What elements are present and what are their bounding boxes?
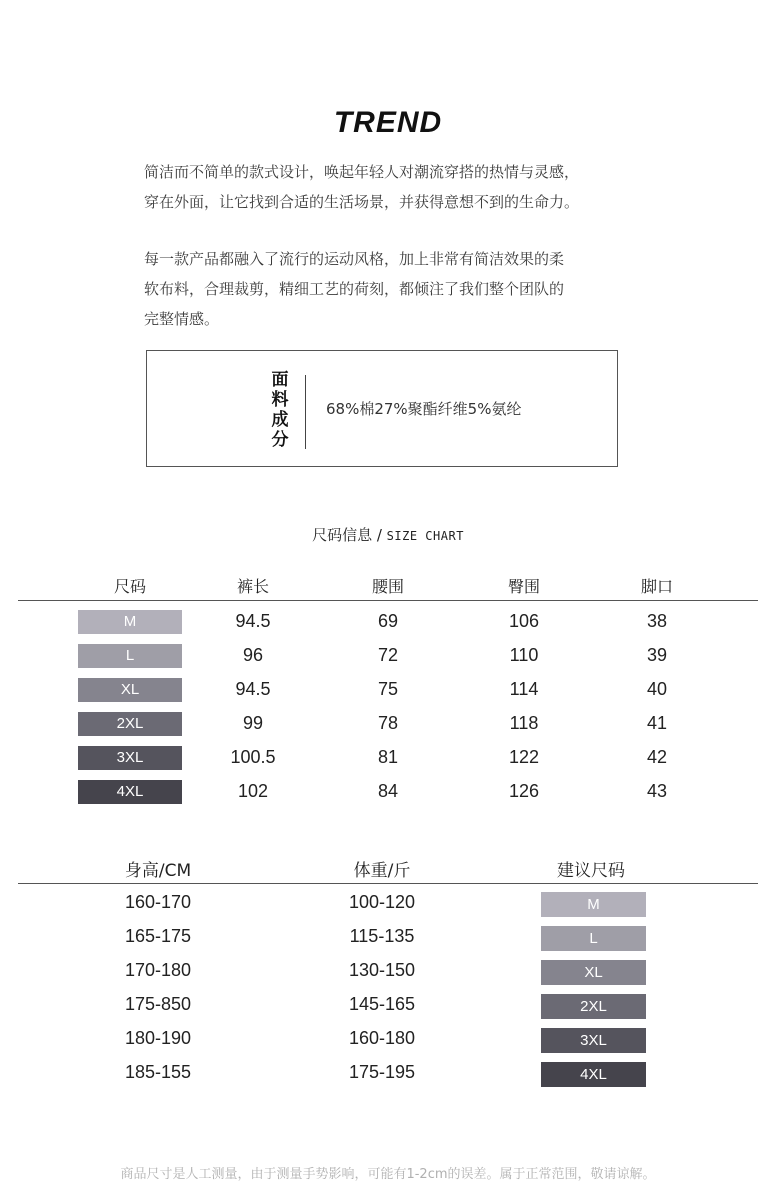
size-badge: L: [78, 644, 182, 668]
intro-paragraph-1: [144, 157, 644, 217]
size-hip-cell: 106: [508, 611, 540, 631]
weight-cell: 160-180: [348, 1028, 416, 1048]
size-chart-rule: [18, 600, 758, 601]
recommended-size-header: 建议尺码: [557, 861, 625, 881]
size-waist-cell: 75: [377, 679, 399, 699]
fabric-label-char: 分: [271, 430, 289, 450]
fabric-label-char: 面: [271, 370, 289, 390]
weight-cell: 115-135: [349, 926, 415, 946]
weight-header: 体重/斤: [353, 861, 411, 881]
size-hem-cell: 38: [646, 611, 668, 631]
size-hip-cell: 122: [508, 747, 540, 767]
size-length-cell: 100.5: [230, 747, 276, 767]
fabric-label-char: 料: [271, 390, 289, 410]
size-badge: 3XL: [78, 746, 182, 770]
fabric-label: [269, 370, 291, 450]
recommended-size-badge: 3XL: [541, 1028, 646, 1053]
size-length-cell: 96: [242, 645, 264, 665]
size-waist-cell: 81: [377, 747, 399, 767]
recommended-size-badge: M: [541, 892, 646, 917]
waist-header: 腰围: [371, 577, 404, 596]
fabric-box: [146, 350, 618, 467]
recommend-rule: [18, 883, 758, 884]
recommended-size-badge: 4XL: [541, 1062, 646, 1087]
height-cell: 160-170: [124, 892, 192, 912]
size-chart-title-en: SIZE CHART: [386, 529, 464, 543]
size-badge: 4XL: [78, 780, 182, 804]
size-chart-title-cn: 尺码信息 /: [312, 526, 382, 544]
intro-line: 完整情感。: [144, 310, 220, 328]
weight-cell: 100-120: [348, 892, 416, 912]
size-length-cell: 99: [242, 713, 264, 733]
intro-line: 穿在外面，让它找到合适的生活场景，并获得意想不到的生命力。: [144, 193, 580, 211]
intro-line: 每一款产品都融入了流行的运动风格，加上非常有简洁效果的柔: [144, 250, 565, 268]
intro-line: 软布料，合理裁剪，精细工艺的荷刻，都倾注了我们整个团队的: [144, 280, 565, 298]
hip-header: 臀围: [507, 577, 540, 596]
recommended-size-badge: 2XL: [541, 994, 646, 1019]
size-waist-cell: 84: [377, 781, 399, 801]
size-hem-cell: 43: [646, 781, 668, 801]
weight-cell: 145-165: [348, 994, 416, 1014]
height-cell: 165-175: [124, 926, 192, 946]
trend-title: TREND: [333, 106, 443, 139]
height-cell: 185-155: [124, 1062, 192, 1082]
size-hem-cell: 42: [646, 747, 668, 767]
recommended-size-badge: L: [541, 926, 646, 951]
recommended-size-badge: XL: [541, 960, 646, 985]
size-header: 尺码: [113, 577, 146, 596]
weight-cell: 130-150: [348, 960, 416, 980]
intro-line: 简洁而不简单的款式设计，唤起年轻人对潮流穿搭的热情与灵感，: [144, 163, 580, 181]
size-badge: XL: [78, 678, 182, 702]
size-hip-cell: 114: [509, 679, 539, 699]
size-length-cell: 94.5: [235, 679, 271, 699]
size-waist-cell: 72: [377, 645, 399, 665]
size-badge: 2XL: [78, 712, 182, 736]
height-header: 身高/CM: [124, 861, 192, 881]
size-hip-cell: 126: [508, 781, 540, 801]
weight-cell: 175-195: [348, 1062, 416, 1082]
fabric-label-char: 成: [271, 410, 289, 430]
size-waist-cell: 78: [377, 713, 399, 733]
size-hip-cell: 110: [509, 645, 539, 665]
size-length-cell: 94.5: [235, 611, 271, 631]
size-badge: M: [78, 610, 182, 634]
size-length-cell: 102: [237, 781, 269, 801]
length-header: 裤长: [236, 577, 269, 596]
intro-paragraph-2: [144, 244, 644, 334]
size-chart-title: [0, 524, 776, 545]
size-hem-cell: 40: [646, 679, 668, 699]
height-cell: 170-180: [124, 960, 192, 980]
size-waist-cell: 69: [377, 611, 399, 631]
fabric-value: 68%棉27%聚酯纤维5%氨纶: [326, 400, 522, 418]
height-cell: 180-190: [124, 1028, 192, 1048]
size-hip-cell: 118: [509, 713, 539, 733]
footnote: 商品尺寸是人工测量，由于测量手势影响，可能有1-2cm的误差。属于正常范围，敬请谅解。: [120, 1167, 656, 1182]
height-cell: 175-850: [124, 994, 192, 1014]
fabric-divider: [305, 375, 306, 449]
size-hem-cell: 39: [646, 645, 668, 665]
hem-header: 脚口: [640, 577, 673, 596]
size-hem-cell: 41: [646, 713, 668, 733]
